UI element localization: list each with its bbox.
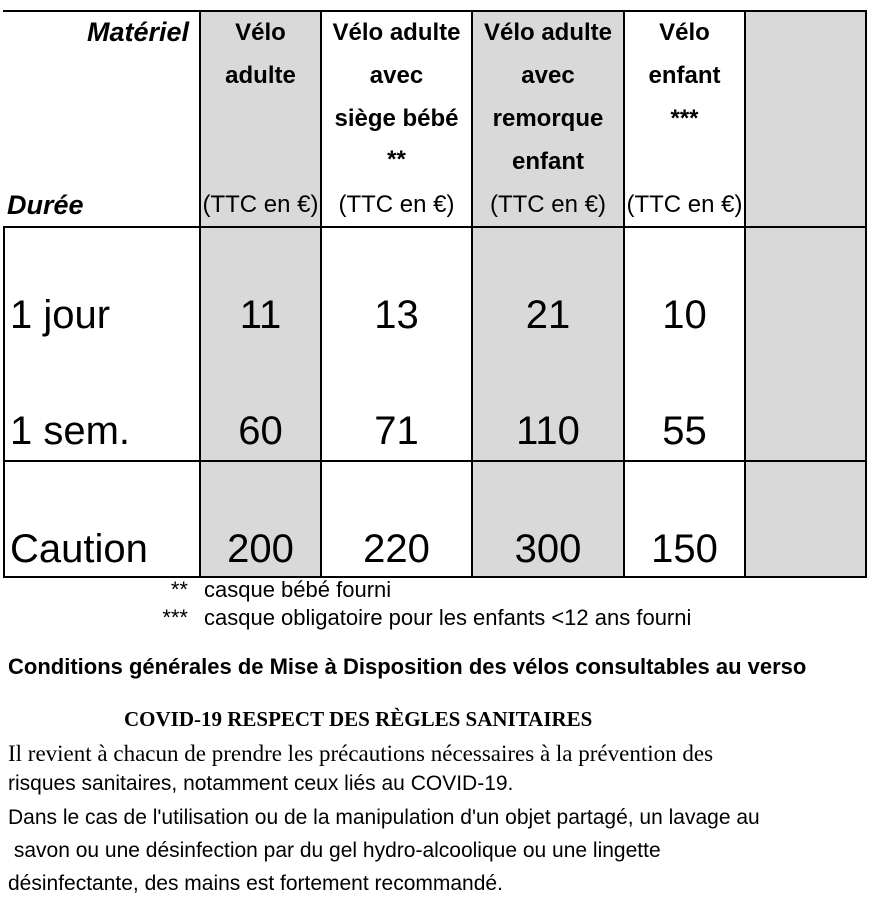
header-duree: Durée [7, 190, 84, 220]
covid-paragraph-line: risques sanitaires, notamment ceux liés au COVID-19. [8, 772, 514, 795]
price-cell: 200 [227, 527, 294, 571]
header-line: enfant [512, 148, 584, 175]
price-cell: 21 [525, 293, 571, 337]
rule-bottom [3, 576, 867, 578]
pricing-table [3, 10, 867, 578]
header-line: avec [521, 62, 575, 89]
rule-left [3, 226, 5, 578]
unit-label: (TTC en €) [338, 191, 455, 218]
header-line: avec [369, 62, 424, 89]
row-label: 1 jour [10, 293, 111, 337]
unit-label: (TTC en €) [626, 191, 743, 218]
covid-paragraph-line: Il revient à chacun de prendre les précautions nécessaires à la prévention des [8, 741, 714, 766]
covid-title: COVID-19 RESPECT DES RÈGLES SANITAIRES [124, 707, 593, 731]
header-line: siège bébé [334, 105, 459, 132]
header-line: adulte [225, 62, 296, 89]
unit-label: (TTC en €) [202, 191, 319, 218]
footnote-text: casque bébé fourni [204, 577, 392, 602]
shade-col-empty [744, 10, 867, 578]
row-label: 1 sem. [10, 409, 131, 453]
rule-col5 [744, 10, 746, 578]
header-line: Vélo adulte [332, 19, 461, 46]
price-cell: 60 [238, 409, 283, 453]
header-line: Vélo adulte [483, 19, 613, 46]
header-line: Vélo [235, 19, 286, 46]
footnote-mark: ** [170, 577, 188, 602]
footnote-mark: *** [162, 605, 188, 630]
header-line: ** [387, 146, 406, 173]
price-cell: 13 [374, 293, 419, 337]
rule-right [865, 10, 867, 578]
covid-paragraph-line: savon ou une désinfection par du gel hydro-alcoolique ou une lingette [8, 839, 661, 862]
price-cell: 220 [363, 527, 430, 571]
covid-paragraph-line: Dans le cas de l'utilisation ou de la manipulation d'un objet partagé, un lavage au [8, 806, 760, 829]
unit-label: (TTC en €) [489, 191, 606, 218]
price-cell: 150 [651, 527, 718, 571]
price-cell: 11 [239, 293, 282, 337]
header-line: enfant [648, 62, 721, 89]
header-line: Vélo [659, 19, 710, 46]
header-line: remorque [492, 105, 604, 132]
price-cell: 10 [662, 293, 707, 337]
rule-caution-top [3, 460, 867, 462]
price-cell: 55 [662, 409, 707, 453]
price-cell: 71 [374, 409, 419, 453]
covid-paragraph-line: désinfectante, des mains est fortement recommandé. [8, 872, 503, 895]
row-label: Caution [10, 527, 148, 571]
conditions-notice: Conditions générales de Mise à Disposition des vélos consultables au verso [8, 654, 807, 679]
rule-header-bottom [3, 226, 867, 228]
header-line: *** [670, 105, 699, 132]
footnote-text: casque obligatoire pour les enfants <12 ans fourni [204, 605, 692, 630]
price-cell: 110 [516, 409, 580, 453]
header-materiel: Matériel [86, 17, 189, 47]
price-cell: 300 [514, 527, 582, 571]
